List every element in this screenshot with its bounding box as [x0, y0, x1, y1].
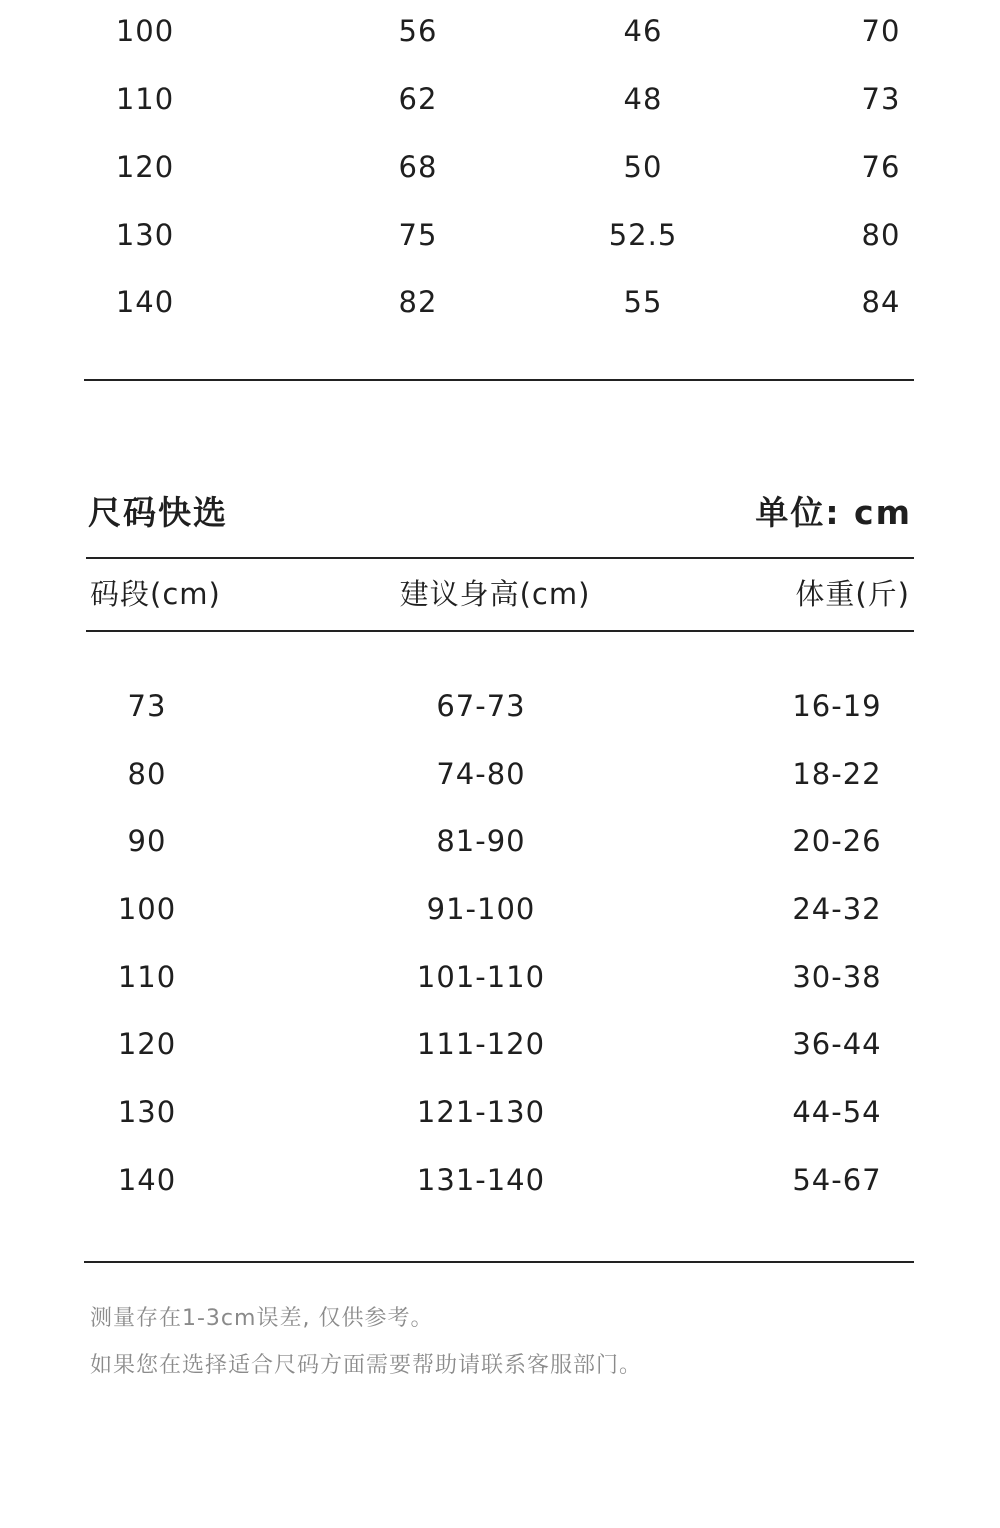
- table-cell: 46: [623, 14, 663, 48]
- divider: [84, 1261, 914, 1263]
- table-cell: 73: [127, 689, 167, 723]
- table-cell: 48: [623, 82, 663, 116]
- table-cell: 50: [623, 150, 663, 184]
- table-cell: 16-19: [792, 689, 882, 723]
- divider: [86, 557, 914, 559]
- table-cell: 76: [861, 150, 901, 184]
- table-cell: 74-80: [436, 757, 526, 791]
- table-cell: 140: [117, 1163, 177, 1197]
- table-cell: 90: [127, 824, 167, 858]
- table-cell: 81-90: [436, 824, 526, 858]
- table-cell: 62: [398, 82, 438, 116]
- table-cell: 130: [117, 1095, 177, 1129]
- divider: [84, 379, 914, 381]
- table-cell: 100: [115, 14, 175, 48]
- table-cell: 36-44: [792, 1027, 882, 1061]
- table-cell: 101-110: [416, 960, 546, 994]
- table-cell: 120: [117, 1027, 177, 1061]
- table-cell: 80: [127, 757, 167, 791]
- table-cell: 20-26: [792, 824, 882, 858]
- column-header-weight: 体重(斤): [795, 577, 910, 611]
- table-cell: 18-22: [792, 757, 882, 791]
- table-cell: 75: [398, 218, 438, 252]
- column-header-height: 建议身高(cm): [399, 577, 591, 611]
- table-cell: 91-100: [426, 892, 536, 926]
- table-cell: 52.5: [608, 218, 678, 252]
- table-cell: 80: [861, 218, 901, 252]
- table-cell: 70: [861, 14, 901, 48]
- table-cell: 55: [623, 285, 663, 319]
- table-cell: 84: [861, 285, 901, 319]
- divider: [86, 630, 914, 632]
- table-cell: 140: [115, 285, 175, 319]
- table-cell: 100: [117, 892, 177, 926]
- table-cell: 130: [115, 218, 175, 252]
- column-header-size: 码段(cm): [90, 577, 221, 611]
- help-note: 如果您在选择适合尺码方面需要帮助请联系客服部门。: [90, 1353, 643, 1378]
- table-cell: 110: [117, 960, 177, 994]
- table-cell: 44-54: [792, 1095, 882, 1129]
- section-title: 尺码快选: [88, 493, 228, 532]
- table-cell: 120: [115, 150, 175, 184]
- table-cell: 121-130: [416, 1095, 546, 1129]
- table-cell: 111-120: [416, 1027, 546, 1061]
- table-cell: 68: [398, 150, 438, 184]
- table-cell: 30-38: [792, 960, 882, 994]
- unit-label: 单位: cm: [755, 493, 912, 532]
- measurement-note: 测量存在1-3cm误差, 仅供参考。: [90, 1306, 434, 1331]
- table-cell: 24-32: [792, 892, 882, 926]
- table-cell: 56: [398, 14, 438, 48]
- table-cell: 54-67: [792, 1163, 882, 1197]
- table-cell: 82: [398, 285, 438, 319]
- table-cell: 73: [861, 82, 901, 116]
- table-cell: 67-73: [436, 689, 526, 723]
- table-cell: 110: [115, 82, 175, 116]
- table-cell: 131-140: [416, 1163, 546, 1197]
